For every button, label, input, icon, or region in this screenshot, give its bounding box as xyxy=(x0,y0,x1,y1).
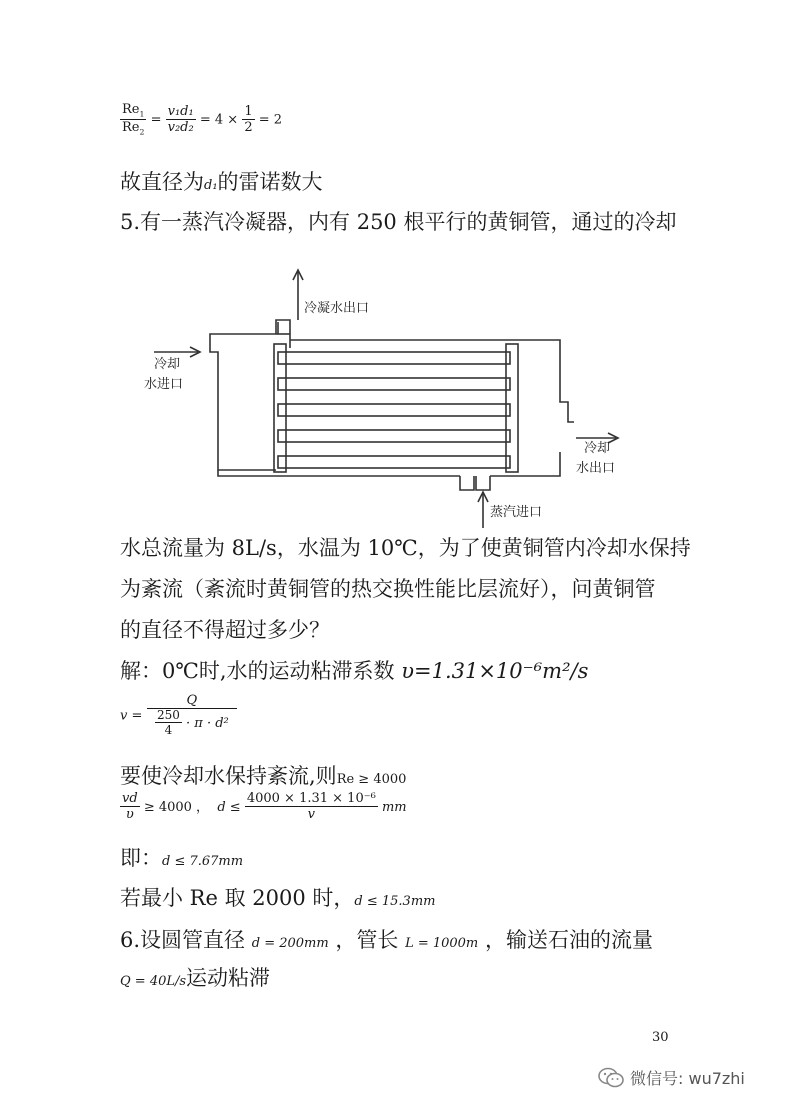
label-coolant-out-2: 水出口 xyxy=(576,461,616,476)
label-condensate-out: 冷凝水出口 xyxy=(304,301,370,316)
formula-reynolds-ratio: $\frac{Re_1}{Re_2}$ = $\frac{\text{v₁d₁}}{\text{v₂d₂}}$ = 4 × $\frac{1}{2}$ = 2 xyxy=(122,102,283,137)
watermark xyxy=(598,1066,745,1089)
watermark-text: 微信号: wu7zhi xyxy=(630,1069,745,1088)
problem5-line1: 5.有一蒸汽冷凝器，内有 250 根平行的黄铜管，通过的冷却 xyxy=(120,210,677,234)
turbulent-line: 要使冷却水保持紊流,则Re ≥ 4000 xyxy=(120,764,407,788)
solution-line: 解：0℃时,水的运动粘滞系数 υ=1.31×10⁻⁶m²/s xyxy=(120,659,589,683)
problem5-line3: 为紊流（紊流时黄铜管的热交换性能比层流好），问黄铜管 xyxy=(120,577,656,601)
label-coolant-out-1: 冷却 xyxy=(584,441,611,456)
page-number: 30 xyxy=(652,1030,669,1045)
conclusion-line: 故直径为d₁的雷诺数大 xyxy=(120,170,323,194)
viscosity-value: υ=1.31×10⁻⁶m²/s xyxy=(401,659,589,683)
min-re-line: 若最小 Re 取 2000 时，d ≤ 15.3mm xyxy=(120,886,436,910)
problem6-line1: 6.设圆管直径 d = 200mm ，管长 L = 1000m ，输送石油的流量 xyxy=(120,928,653,952)
wechat-icon xyxy=(598,1067,624,1089)
result-line: 即：d ≤ 7.67mm xyxy=(120,846,244,870)
problem6-line2: Q = 40L/s运动粘滞 xyxy=(120,966,271,990)
label-coolant-in-1: 冷却 xyxy=(154,357,181,372)
formula-velocity: v = Q $\frac{250}{4}$ · π · d² xyxy=(120,694,237,738)
label-coolant-in-2: 水进口 xyxy=(144,377,184,392)
condenser-diagram xyxy=(140,262,660,532)
formula-diameter: $\frac{vd}{\upsilon}$ ≥ 4000 ， d ≤ $\frac{\text{4000 × 1.31 × 10⁻⁶}}{v}$ mm xyxy=(122,791,407,823)
problem5-line4: 的直径不得超过多少？ xyxy=(120,618,330,642)
label-steam-in: 蒸汽进口 xyxy=(490,505,543,520)
problem5-line2: 水总流量为 8L/s，水温为 10℃，为了使黄铜管内冷却水保持 xyxy=(120,536,691,560)
